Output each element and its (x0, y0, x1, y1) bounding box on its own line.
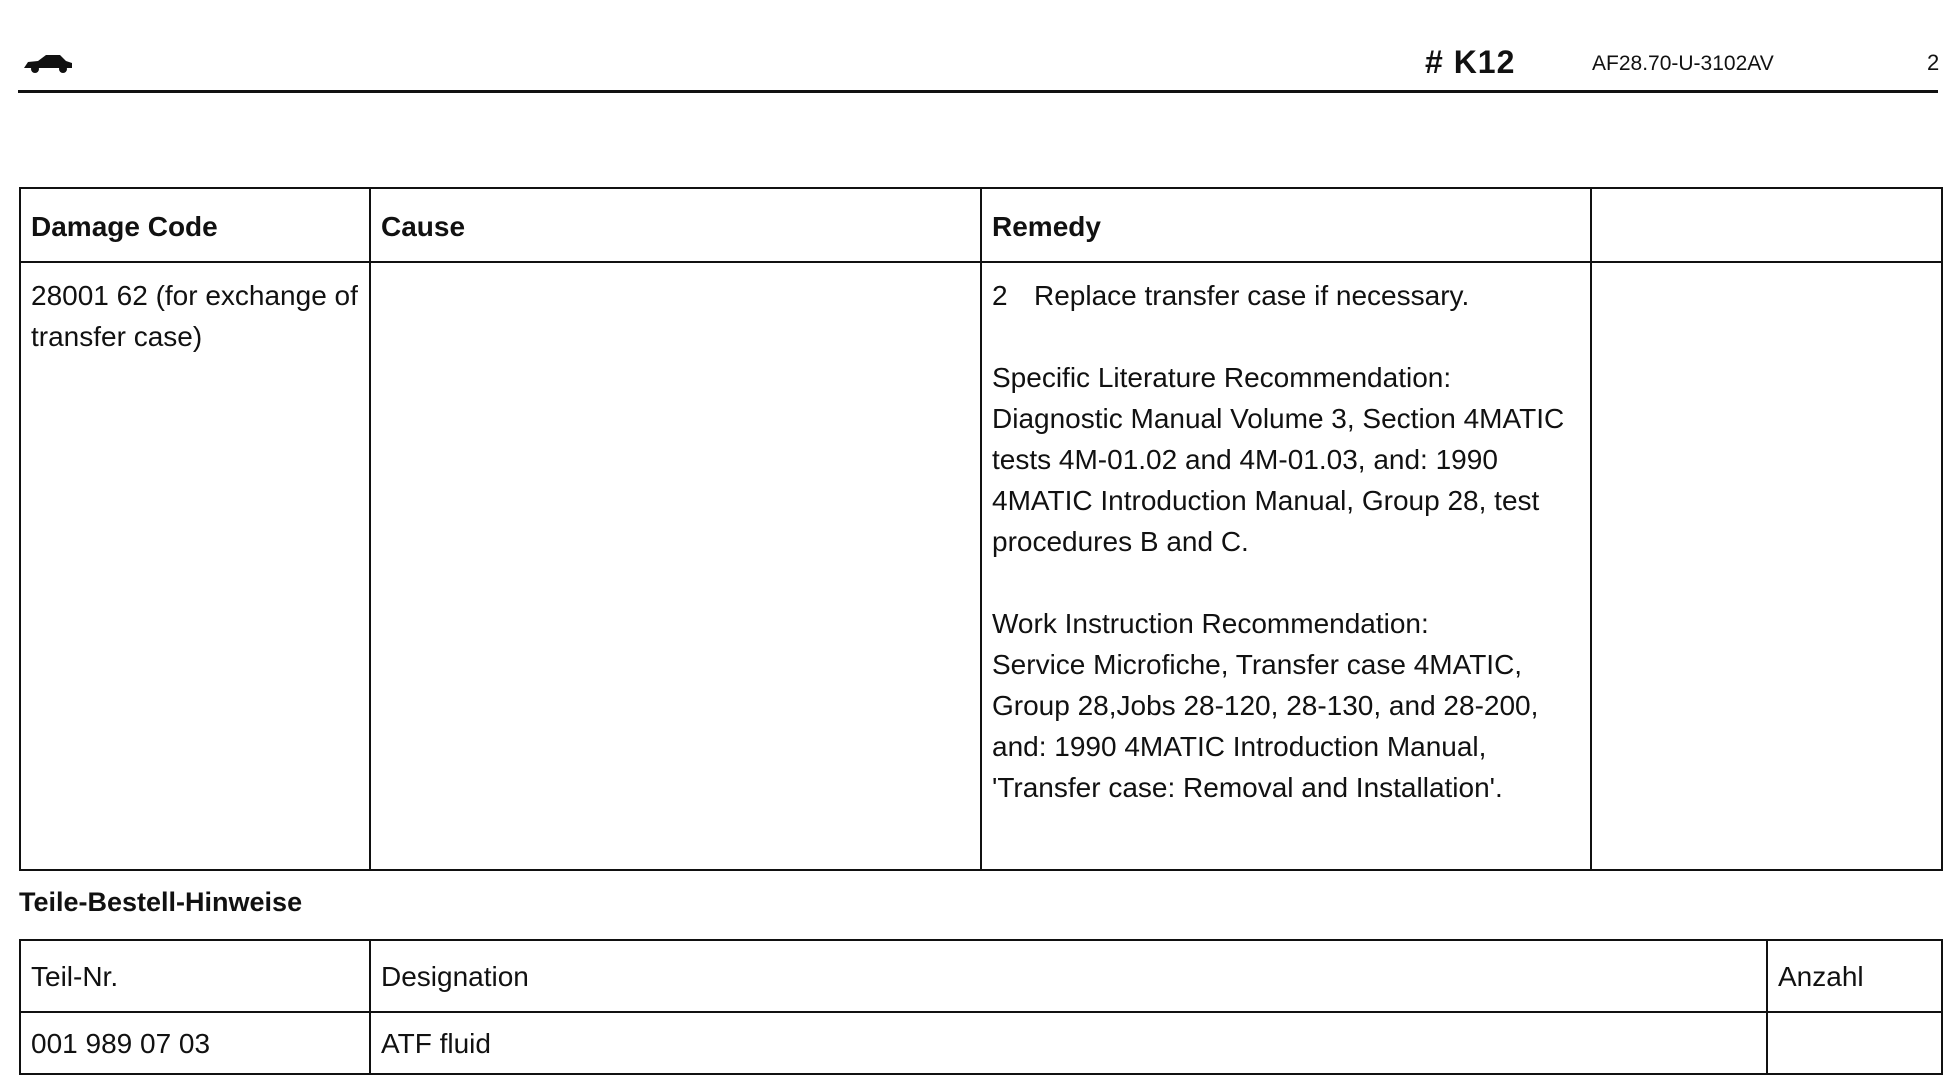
parts-header-row (20, 940, 1942, 1012)
quantity-cell (1767, 1012, 1942, 1074)
column-header-part-number: Teil-Nr. (20, 940, 370, 1012)
designation-cell: ATF fluid (370, 1012, 1767, 1074)
damage-table (19, 187, 1943, 871)
remedy-cell (981, 262, 1591, 870)
document-code: # K12 (1425, 44, 1516, 80)
table-header-row (20, 188, 1942, 262)
remedy-step (992, 275, 1580, 316)
cause-cell (370, 262, 981, 870)
parts-table (19, 939, 1943, 1075)
table-row (20, 1012, 1942, 1074)
car-icon (22, 52, 74, 74)
remedy-step-text: Replace transfer case if necessary. (1034, 280, 1470, 311)
column-header-damage-code: Damage Code (20, 188, 370, 262)
column-header-remedy: Remedy (981, 188, 1591, 262)
damage-code-cell: 28001 62 (for exchange of transfer case) (20, 262, 370, 870)
page-number: 2 (1927, 50, 1940, 75)
header-divider (18, 90, 1938, 93)
part-number-cell: 001 989 07 03 (20, 1012, 370, 1074)
document-number: AF28.70-U-3102AV (1592, 52, 1774, 75)
remedy-step-number: 2 (992, 280, 1008, 311)
parts-section-title: Teile-Bestell-Hinweise (19, 887, 303, 917)
extra-cell (1591, 262, 1942, 870)
column-header-quantity: Anzahl (1767, 940, 1942, 1012)
literature-title: Specific Literature Recommendation: (992, 362, 1452, 393)
column-header-designation: Designation (370, 940, 1767, 1012)
column-header-extra (1591, 188, 1942, 262)
literature-text: Diagnostic Manual Volume 3, Section 4MATIC tests 4M-01.02 and 4M-01.03, and: 1990 4MATIC Introduction Manual, Group 28, test procedures B and C. (992, 403, 1565, 557)
column-header-cause: Cause (370, 188, 981, 262)
work-instruction-text: Service Microfiche, Transfer case 4MATIC, Group 28,Jobs 28-120, 28-130, and 28-200, and: 1990 4MATIC Introduction Manual, 'Transfer case: Removal and Installation'. (992, 649, 1539, 803)
table-row (20, 262, 1942, 870)
work-instruction-title: Work Instruction Recommendation: (992, 608, 1429, 639)
